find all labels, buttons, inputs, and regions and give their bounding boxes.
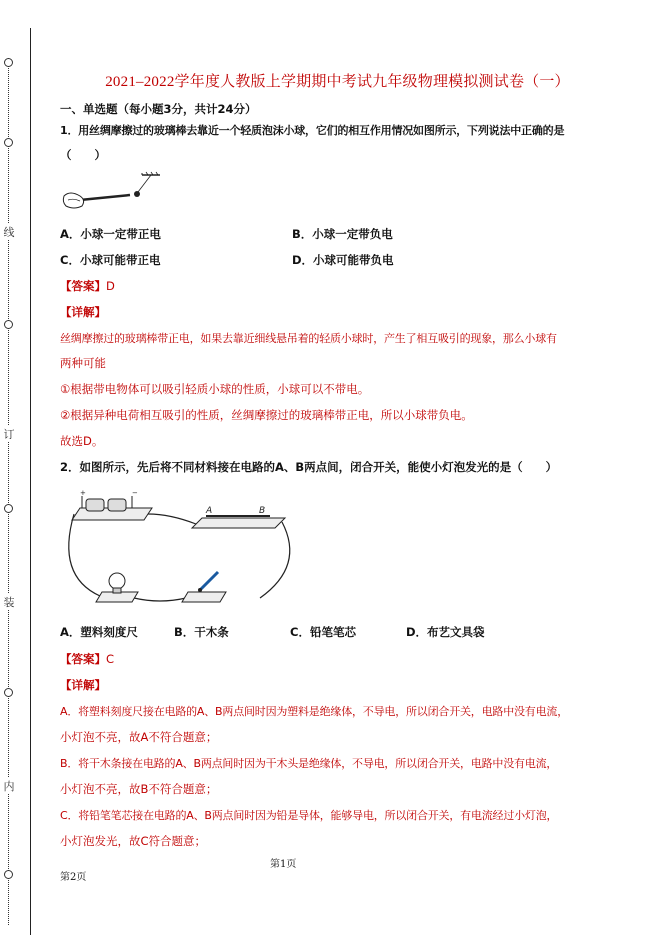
point-a-label: A <box>206 506 213 516</box>
q2-option-a: A．塑料刻度尺 <box>60 625 138 639</box>
q1-explain-line1: 丝绸摩擦过的玻璃棒带正电，如果去靠近细线悬吊着的轻质小球时，产生了相互吸引的现象，那么小球有 <box>60 332 557 345</box>
binding-hole <box>4 138 13 147</box>
title-year: 2021–2022 <box>105 74 175 90</box>
binding-mark-ding: 订 <box>3 428 15 441</box>
q2-explain-line: 小灯泡发光，故C符合题意； <box>60 834 207 848</box>
q1-explain-line3: ①根据带电物体可以吸引轻质小球的性质，小球可以不带电。 <box>60 382 370 396</box>
page-number-center: 第1页 <box>270 859 297 870</box>
q2-answer <box>60 651 114 667</box>
q2-explain-line: B．将干木条接在电路的A、B两点间时因为干木头是绝缘体，不导电，所以闭合开关，电路中没有电流， <box>60 757 558 770</box>
binding-hole <box>4 320 13 329</box>
binding-hole <box>4 58 13 67</box>
binding-mark-nei: 内 <box>3 780 15 793</box>
q1-answer <box>60 278 115 294</box>
q1-stem-line1: 1．用丝绸摩擦过的玻璃棒去靠近一个轻质泡沫小球，它们的相互作用情况如图所示，下列说法中正确的是 <box>60 124 565 137</box>
q1-option-d: D．小球可能带负电 <box>292 253 394 267</box>
binding-hole <box>4 504 13 513</box>
q2-explain-line: A．将塑料刻度尺接在电路的A、B两点间时因为塑料是绝缘体，不导电，所以闭合开关，电路中没有电流， <box>60 705 568 718</box>
binding-margin <box>0 28 31 935</box>
q1-answer-label: 【答案】 <box>60 279 106 293</box>
q1-option-c: C．小球可能带正电 <box>60 253 161 267</box>
title-text: 学年度人教版上学期期中考试九年级物理模拟测试卷（一） <box>174 72 570 90</box>
svg-text:−: − <box>132 489 138 497</box>
q1-option-a: A．小球一定带正电 <box>60 227 161 241</box>
q2-explain-line: C．将铅笔笔芯接在电路的A、B两点间时因为铅是导体，能够导电，所以闭合开关，有电流经过小灯泡， <box>60 809 558 822</box>
q2-circuit-figure <box>60 486 292 614</box>
q2-option-b: B．干木条 <box>174 625 229 639</box>
q1-answer-value: D <box>106 279 115 293</box>
binding-hole <box>4 688 13 697</box>
page-title <box>60 70 615 91</box>
q1-figure-rod-and-ball <box>60 170 170 220</box>
section-heading: 一、单选题（每小题3分，共计24分） <box>60 102 257 116</box>
q2-answer-value: C <box>106 652 115 666</box>
q2-option-d: D．布艺文具袋 <box>406 625 485 639</box>
binding-mark-xian: 线 <box>3 226 15 239</box>
q1-option-b: B．小球一定带负电 <box>292 227 393 241</box>
q2-stem: 2．如图所示，先后将不同材料接在电路的A、B两点间，闭合开关，能使小灯泡发光的是（ ） <box>60 460 558 474</box>
page-number-left: 第2页 <box>60 872 87 883</box>
q2-answer-label: 【答案】 <box>60 652 106 666</box>
svg-text:+: + <box>80 489 86 497</box>
binding-dotted-line <box>8 58 9 925</box>
q2-option-c: C．铅笔笔芯 <box>290 625 356 639</box>
binding-hole <box>4 870 13 879</box>
q2-explain-line: 小灯泡不亮，故B不符合题意； <box>60 782 218 796</box>
point-b-label: B <box>259 506 266 516</box>
q1-explain-line4: ②根据异种电荷相互吸引的性质，丝绸摩擦过的玻璃棒带正电，所以小球带负电。 <box>60 408 473 422</box>
q2-explain-line: 小灯泡不亮，故A不符合题意； <box>60 730 218 744</box>
binding-mark-zhuang: 装 <box>3 596 15 609</box>
q1-stem-line2: （ ） <box>60 148 106 162</box>
q2-detail-label: 【详解】 <box>60 678 106 692</box>
q1-explain-line2: 两种可能 <box>60 356 106 370</box>
q1-conclusion: 故选D。 <box>60 434 104 448</box>
q1-detail-label: 【详解】 <box>60 305 106 319</box>
